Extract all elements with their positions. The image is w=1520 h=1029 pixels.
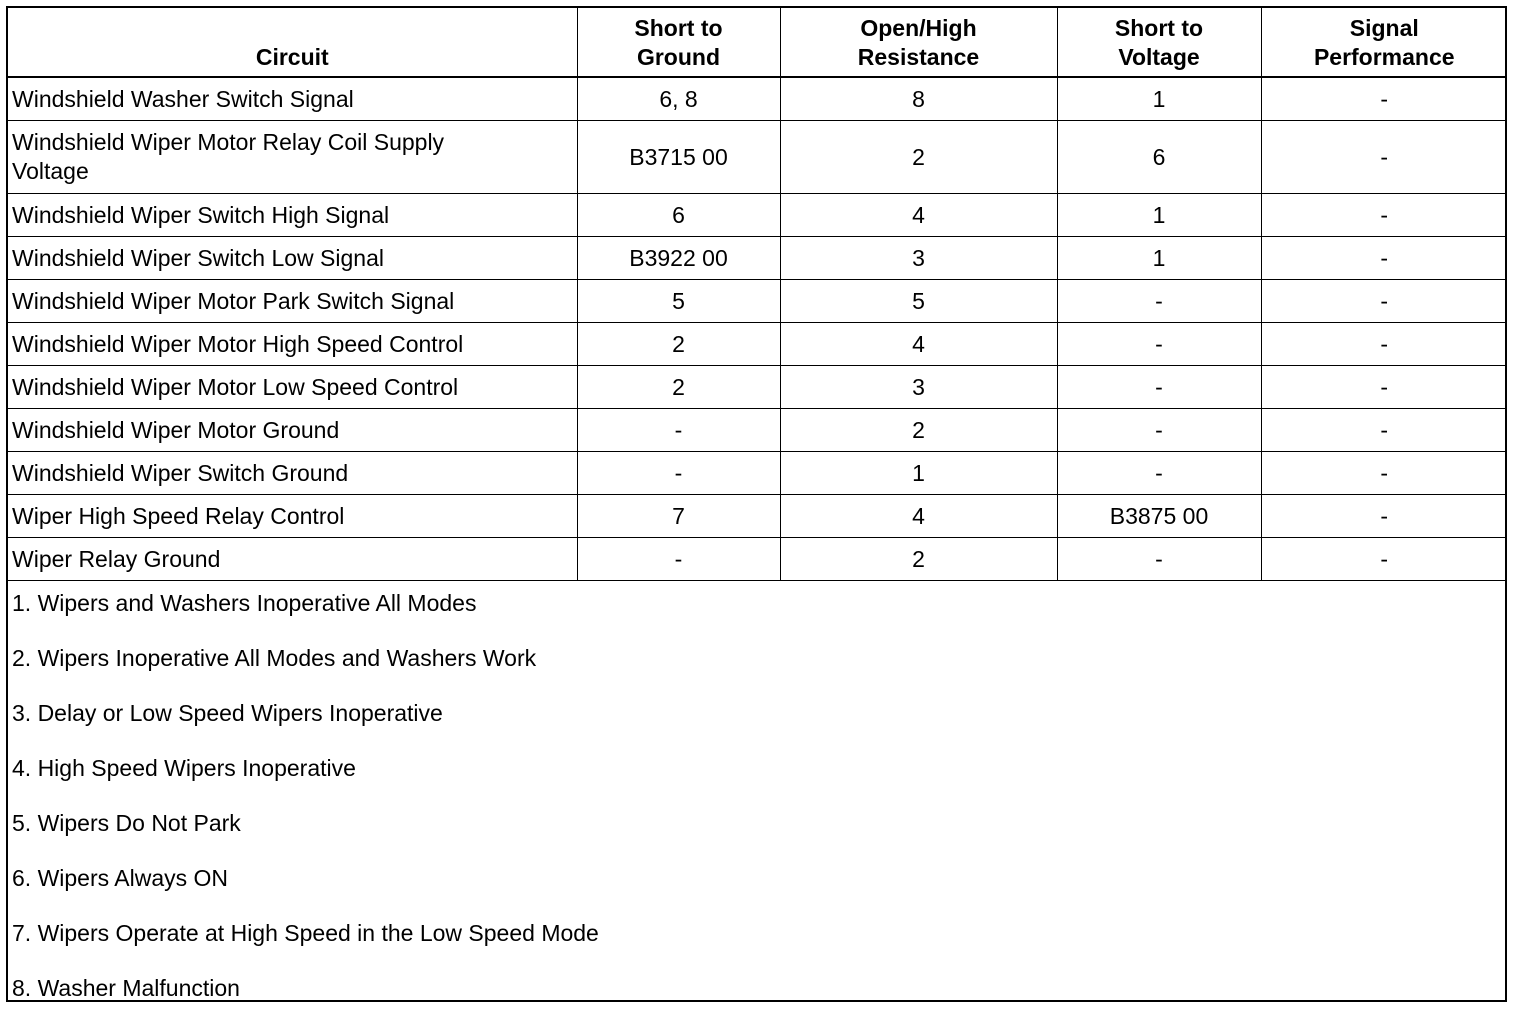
header-row: [8, 8, 1507, 77]
table-row: [8, 409, 1507, 452]
short-to-voltage-cell: -: [1057, 409, 1261, 452]
open-high-resistance-cell: 8: [780, 77, 1057, 121]
short-to-ground-cell: -: [577, 452, 780, 495]
circuit-cell: Wiper Relay Ground: [8, 538, 577, 581]
short-to-ground-cell: 2: [577, 366, 780, 409]
table-row: [8, 495, 1507, 538]
symptom-table-frame: [6, 6, 1507, 1002]
circuit-cell: Windshield Wiper Switch Low Signal: [8, 237, 577, 280]
open-high-resistance-cell: 5: [780, 280, 1057, 323]
short-to-voltage-cell: -: [1057, 366, 1261, 409]
open-high-resistance-cell: 4: [780, 323, 1057, 366]
note-4: 4. High Speed Wipers Inoperative: [12, 755, 356, 781]
signal-performance-cell: -: [1261, 121, 1507, 194]
signal-performance-cell: -: [1261, 409, 1507, 452]
table-row: [8, 452, 1507, 495]
header-short-to-ground: Short to Ground: [577, 8, 780, 77]
table-row: [8, 280, 1507, 323]
circuit-cell: Wiper High Speed Relay Control: [8, 495, 577, 538]
circuit-symptom-table: [8, 8, 1507, 581]
open-high-resistance-cell: 2: [780, 409, 1057, 452]
short-to-ground-cell: -: [577, 538, 780, 581]
signal-performance-cell: -: [1261, 194, 1507, 237]
open-high-resistance-cell: 2: [780, 121, 1057, 194]
circuit-cell: Windshield Wiper Switch High Signal: [8, 194, 577, 237]
short-to-ground-cell: 5: [577, 280, 780, 323]
short-to-voltage-cell: 1: [1057, 194, 1261, 237]
short-to-voltage-cell: 1: [1057, 237, 1261, 280]
circuit-cell: Windshield Wiper Motor Ground: [8, 409, 577, 452]
table-row: [8, 323, 1507, 366]
note-3: 3. Delay or Low Speed Wipers Inoperative: [12, 700, 443, 726]
signal-performance-cell: -: [1261, 280, 1507, 323]
table-row: [8, 366, 1507, 409]
note-7: 7. Wipers Operate at High Speed in the Low Speed Mode: [12, 920, 599, 946]
short-to-voltage-cell: -: [1057, 323, 1261, 366]
note-1: 1. Wipers and Washers Inoperative All Modes: [12, 590, 477, 616]
table-row: [8, 121, 1507, 194]
signal-performance-cell: -: [1261, 237, 1507, 280]
circuit-cell: Windshield Wiper Switch Ground: [8, 452, 577, 495]
header-short-to-voltage: Short to Voltage: [1057, 8, 1261, 77]
short-to-ground-cell: 7: [577, 495, 780, 538]
open-high-resistance-cell: 4: [780, 495, 1057, 538]
table-row: [8, 538, 1507, 581]
circuit-cell: Windshield Wiper Motor Park Switch Signal: [8, 280, 577, 323]
short-to-ground-cell: 6: [577, 194, 780, 237]
short-to-voltage-cell: -: [1057, 452, 1261, 495]
signal-performance-cell: -: [1261, 452, 1507, 495]
signal-performance-cell: -: [1261, 495, 1507, 538]
short-to-ground-cell: 2: [577, 323, 780, 366]
short-to-ground-cell: -: [577, 409, 780, 452]
table-row: [8, 237, 1507, 280]
note-6: 6. Wipers Always ON: [12, 865, 228, 891]
note-8: 8. Washer Malfunction: [12, 975, 240, 1001]
short-to-voltage-cell: B3875 00: [1057, 495, 1261, 538]
signal-performance-cell: -: [1261, 323, 1507, 366]
open-high-resistance-cell: 4: [780, 194, 1057, 237]
short-to-ground-cell: B3715 00: [577, 121, 780, 194]
open-high-resistance-cell: 2: [780, 538, 1057, 581]
circuit-cell: Windshield Wiper Motor Low Speed Control: [8, 366, 577, 409]
header-open-high-resistance: Open/High Resistance: [780, 8, 1057, 77]
short-to-voltage-cell: 6: [1057, 121, 1261, 194]
short-to-voltage-cell: -: [1057, 280, 1261, 323]
signal-performance-cell: -: [1261, 538, 1507, 581]
note-5: 5. Wipers Do Not Park: [12, 810, 241, 836]
circuit-cell: Windshield Wiper Motor Relay Coil Supply Voltage: [8, 121, 577, 194]
header-circuit: Circuit: [8, 8, 577, 77]
short-to-voltage-cell: 1: [1057, 77, 1261, 121]
signal-performance-cell: -: [1261, 366, 1507, 409]
open-high-resistance-cell: 3: [780, 237, 1057, 280]
circuit-cell: Windshield Wiper Motor High Speed Control: [8, 323, 577, 366]
table-row: [8, 194, 1507, 237]
short-to-ground-cell: 6, 8: [577, 77, 780, 121]
symptom-notes: [8, 581, 1505, 1029]
note-2: 2. Wipers Inoperative All Modes and Washers Work: [12, 645, 537, 671]
header-signal-performance: Signal Performance: [1261, 8, 1507, 77]
signal-performance-cell: -: [1261, 77, 1507, 121]
table-row: [8, 77, 1507, 121]
short-to-voltage-cell: -: [1057, 538, 1261, 581]
circuit-cell: Windshield Washer Switch Signal: [8, 77, 577, 121]
open-high-resistance-cell: 3: [780, 366, 1057, 409]
open-high-resistance-cell: 1: [780, 452, 1057, 495]
short-to-ground-cell: B3922 00: [577, 237, 780, 280]
